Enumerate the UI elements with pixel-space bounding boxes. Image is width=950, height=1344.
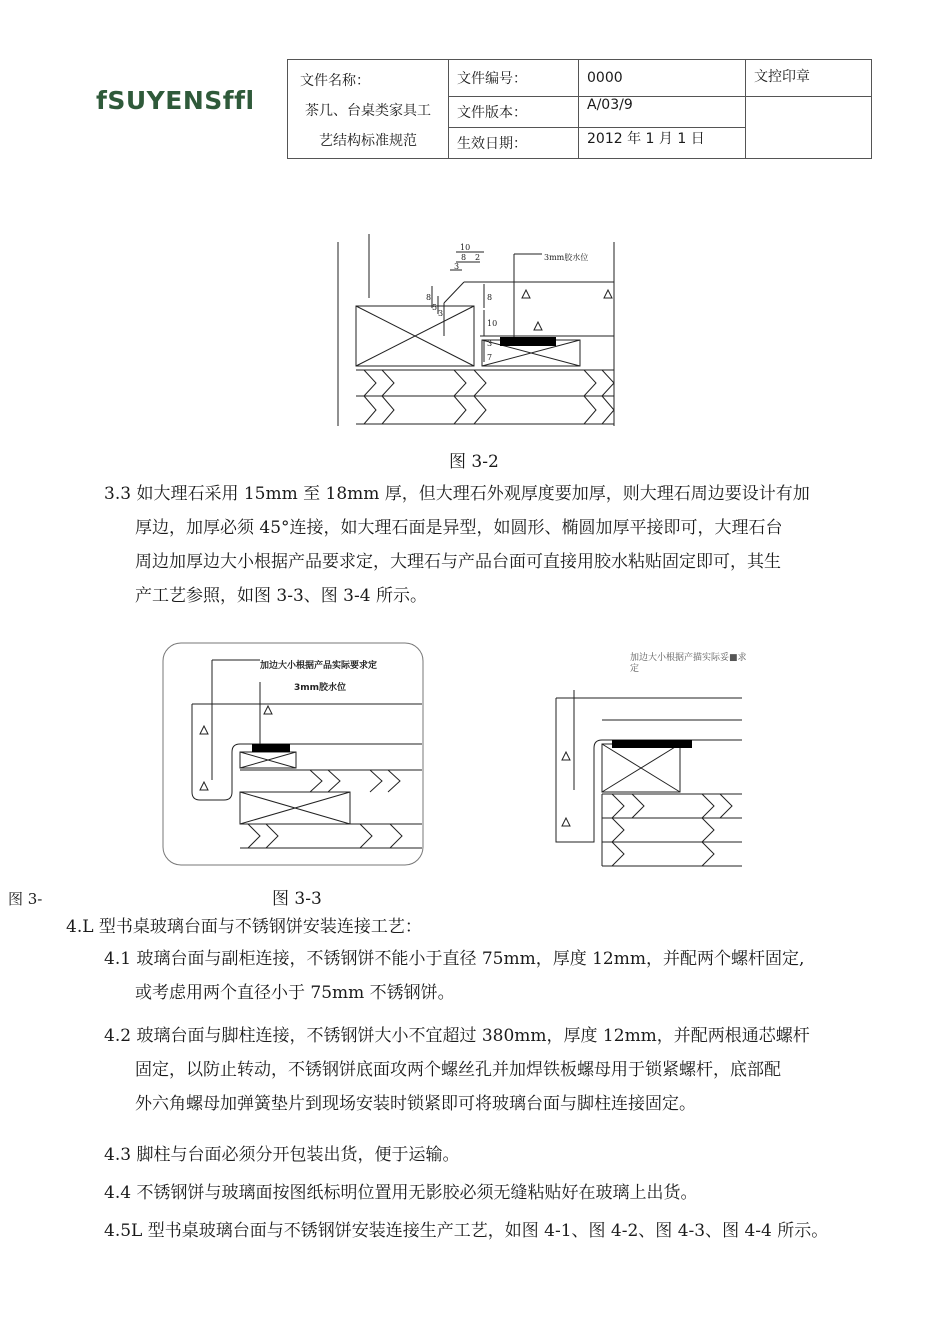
file-name-cell [288, 60, 449, 159]
fig32-dim-5: 5 [432, 303, 438, 312]
file-name-line2: 艺结构标准规范 [319, 133, 417, 149]
file-name-label: 文件名称： [300, 73, 370, 89]
para41-line2: 或考虑用两个直径小于 75mm 不锈钢饼。 [135, 983, 455, 1003]
fig32-dim-3: 3 [454, 262, 460, 271]
seal-label: 文控印章 [746, 60, 872, 97]
fig32-dim-7: 7 [487, 353, 493, 362]
file-version-value: A/03/9 [579, 97, 746, 128]
para33-line1: 3.3 如大理石采用 15mm 至 18mm 厚，但大理石外观厚度要加厚，则大理石周边要设计有加 [104, 484, 810, 504]
file-code-label: 文件编号： [449, 60, 579, 97]
effective-date-value: 2012 年 1 月 1 日 [579, 128, 746, 159]
fig34-note-line2: 定 [630, 664, 640, 674]
fig34-note-line1: 加边大小根据产描实际妥■求 [630, 653, 747, 663]
fig33-note: 加边大小根据产品实际要求定 [260, 661, 378, 671]
para41-line1: 4.1 玻璃台面与副柜连接，不锈钢饼不能小于直径 75mm，厚度 12mm，并配两个螺杆固定, [104, 949, 805, 969]
para33-line4: 产工艺参照，如图 3-3、图 3-4 所示。 [135, 586, 427, 606]
effective-date-label: 生效日期： [449, 128, 579, 159]
para42-line2: 固定，以防止转动，不锈钢饼底面攻两个螺丝孔并加焊铁板螺母用于锁紧螺杆，底部配 [135, 1060, 781, 1080]
paragraph-3-3 [104, 477, 894, 613]
fig32-dim-8: 8 [461, 253, 467, 262]
file-code-value: 0000 [579, 60, 746, 97]
seal-area [746, 97, 872, 159]
fig32-dim-10b: 10 [487, 319, 498, 328]
para42-line3: 外六角螺母加弹簧垫片到现场安装时锁紧即可将玻璃台面与脚柱连接固定。 [135, 1094, 696, 1114]
figure-3-3-caption: 图 3-3 [272, 889, 322, 909]
paragraph-4-5: 4.5L 型书桌玻璃台面与不锈钢饼安装连接生产工艺，如图 4-1、图 4-2、图 4-3、图 4-4 所示。 [104, 1221, 829, 1241]
para42-line1: 4.2 玻璃台面与脚柱连接，不锈钢饼大小不宜超过 380mm，厚度 12mm，并配两根通芯螺杆 [104, 1026, 810, 1046]
paragraph-4-4: 4.4 不锈钢饼与玻璃面按图纸标明位置用无影胶必须无缝粘贴好在玻璃上出货。 [104, 1183, 698, 1203]
company-logo: fSUYENSffl [96, 86, 255, 115]
fig34-note [630, 653, 747, 675]
figure-3-4-caption: 图 3- [8, 890, 43, 908]
file-name-line1: 茶几、台桌类家具工 [305, 103, 431, 119]
para33-line2: 厚边，加厚必须 45°连接，如大理石面是异型，如圆形、椭圆加厚平接即可，大理石台 [135, 518, 783, 538]
paragraph-4-1 [104, 942, 894, 1010]
fig32-dim-8c: 8 [487, 293, 493, 302]
fig32-dim-3b: 3 [438, 309, 444, 318]
figure-3-4-drawing [552, 690, 744, 872]
paragraph-4-3: 4.3 脚柱与台面必须分开包装出货，便于运输。 [104, 1145, 460, 1165]
document-header-table [287, 59, 872, 159]
figure-3-3-drawing [160, 640, 426, 868]
figure-3-2-drawing [334, 228, 618, 428]
fig32-dim-3c: 3 [487, 339, 493, 348]
section-4-heading: 4.L 型书桌玻璃台面与不锈钢饼安装连接工艺： [66, 917, 422, 937]
figure-3-2-caption: 图 3-2 [449, 452, 499, 472]
fig32-dim-8b: 8 [426, 293, 432, 302]
fig32-glue-label: 3mm胶水位 [544, 253, 589, 262]
para33-line3: 周边加厚边大小根据产品要求定，大理石与产品台面可直接用胶水粘贴固定即可，其生 [135, 552, 781, 572]
fig32-dim-10: 10 [460, 243, 471, 252]
file-version-label: 文件版本： [449, 97, 579, 128]
fig33-glue-label: 3mm胶水位 [294, 683, 347, 693]
fig32-dim-2: 2 [475, 253, 481, 262]
paragraph-4-2 [104, 1019, 894, 1121]
